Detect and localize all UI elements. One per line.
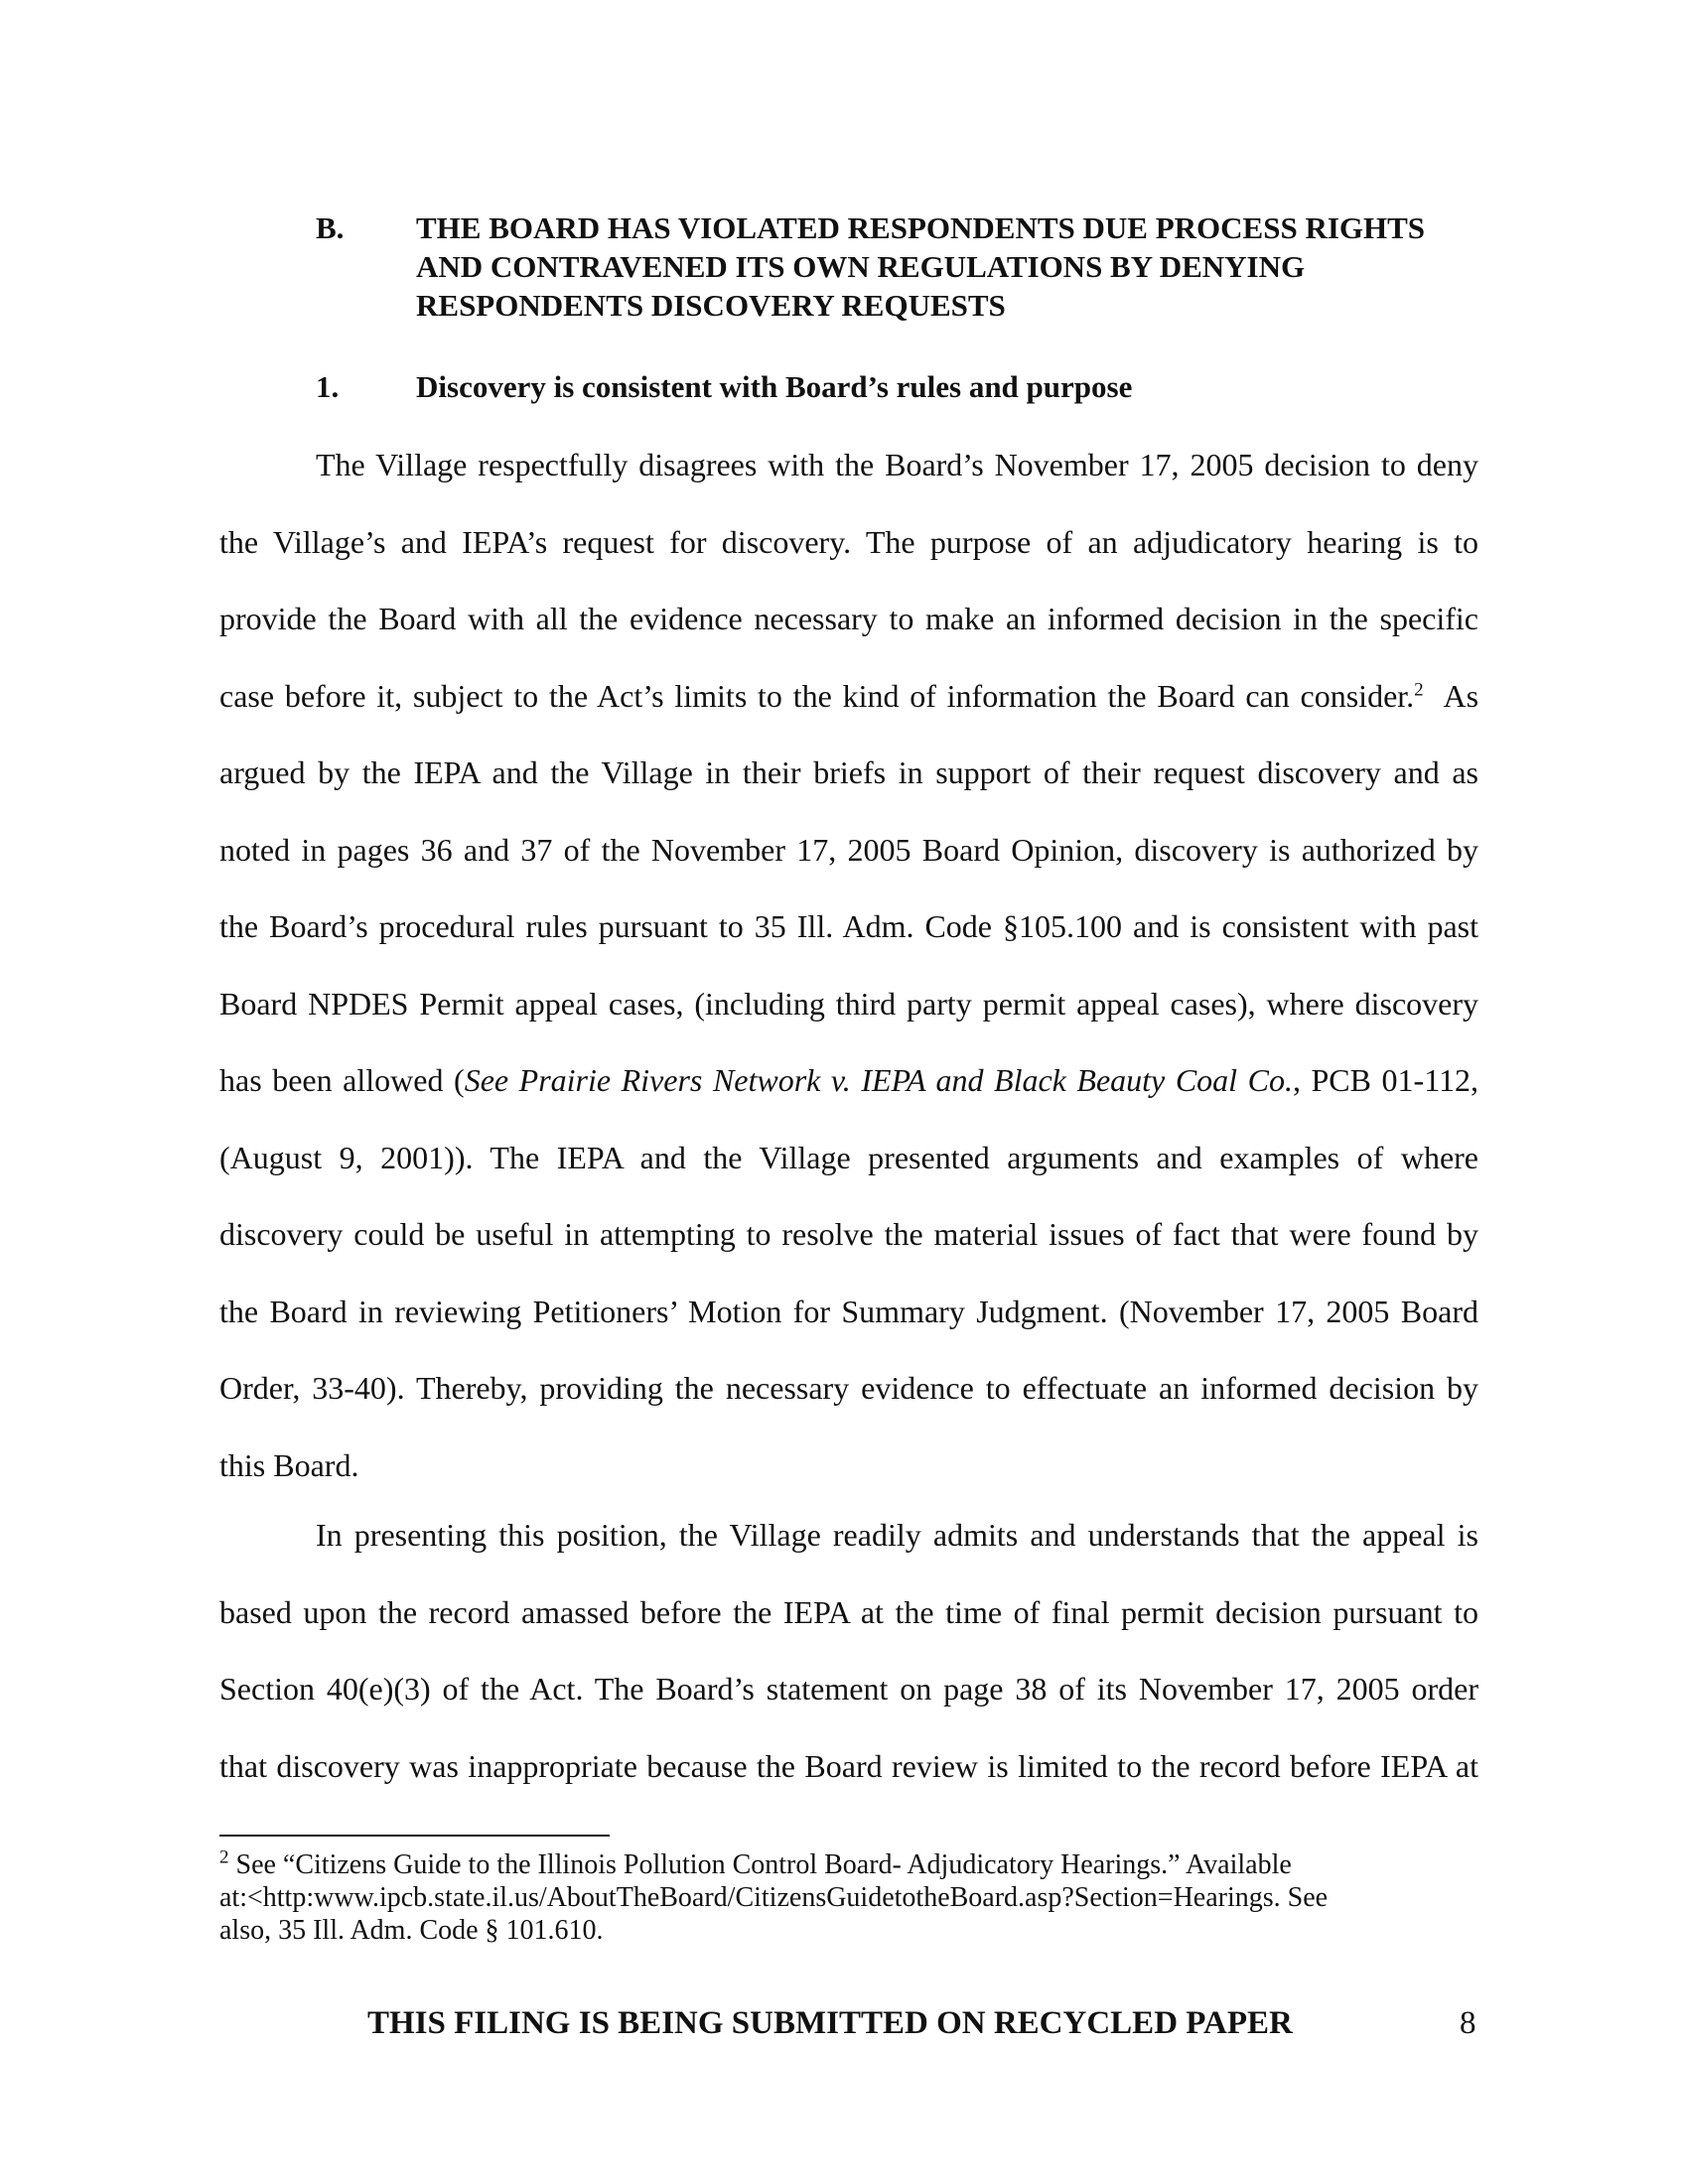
subsection-heading-text: Discovery is consistent with Board’s rules and purpose xyxy=(416,369,1133,404)
paragraph-line: the Village’s and IEPA’s request for discovery. The purpose of an adjudicatory hearing is to xyxy=(219,523,1478,560)
footnote-line xyxy=(219,1848,1478,1881)
paragraph-line: Board NPDES Permit appeal cases, (including third party permit appeal cases), where discovery xyxy=(219,985,1478,1022)
subsection-heading-marker: 1. xyxy=(316,369,340,404)
recycled-paper-notice: THIS FILING IS BEING SUBMITTED ON RECYCLED PAPER xyxy=(367,2005,1293,2041)
paragraph-line: the Board in reviewing Petitioners’ Motion for Summary Judgment. (November 17, 2005 Board xyxy=(219,1293,1478,1329)
footnote-divider xyxy=(219,1835,610,1837)
section-heading-text xyxy=(416,208,1508,325)
footnote-line: at:<http:www.ipcb.state.il.us/AboutTheBoard/CitizensGuidetotheBoard.asp?Section=Hearings. See xyxy=(219,1882,1329,1913)
paragraph-line: the Board’s procedural rules pursuant to 35 Ill. Adm. Code §105.100 and is consistent with past xyxy=(219,908,1478,944)
paragraph-line-tail: As xyxy=(1443,677,1479,714)
paragraph-line: Section 40(e)(3) of the Act. The Board’s statement on page 38 of its November 17, 2005 order xyxy=(219,1671,1478,1706)
footnote-text: See “Citizens Guide to the Illinois Pollution Control Board- Adjudicatory Hearings.” Available xyxy=(228,1849,1292,1880)
section-heading-marker: B. xyxy=(316,210,345,245)
paragraph-1 xyxy=(219,427,1478,1504)
paragraph-line: that discovery was inappropriate because the Board review is limited to the record before IEPA at xyxy=(219,1747,1478,1784)
paragraph-line: discovery could be useful in attempting to resolve the material issues of fact that were found by xyxy=(219,1216,1478,1252)
case-citation: See Prairie Rivers Network v. IEPA and Black Beauty Coal Co. xyxy=(464,1062,1293,1098)
paragraph-line-text: has been allowed ( xyxy=(219,1062,465,1098)
paragraph-line: argued by the IEPA and the Village in their briefs in support of their request discovery and as xyxy=(219,754,1478,790)
paragraph-2 xyxy=(219,1497,1478,1805)
footnote-number: 2 xyxy=(219,1846,229,1868)
section-heading-line: RESPONDENTS DISCOVERY REQUESTS xyxy=(416,288,1006,323)
paragraph-line: this Board. xyxy=(219,1446,359,1483)
page-number: 8 xyxy=(1460,2005,1476,2041)
paragraph-line-tail: , PCB 01-112, xyxy=(1292,1062,1479,1098)
paragraph-line: The Village respectfully disagrees with the Board’s November 17, 2005 decision to deny xyxy=(316,447,1478,482)
paragraph-line: noted in pages 36 and 37 of the November 17, 2005 Board Opinion, discovery is authorized by xyxy=(219,831,1478,868)
paragraph-line: provide the Board with all the evidence necessary to make an informed decision in the specific xyxy=(219,601,1478,636)
paragraph-line: Order, 33-40). Thereby, providing the necessary evidence to effectuate an informed decision by xyxy=(219,1370,1478,1406)
footnote-line: also, 35 Ill. Adm. Code § 101.610. xyxy=(219,1915,604,1946)
paragraph-line: (August 9, 2001)). The IEPA and the Village presented arguments and examples of where xyxy=(219,1139,1478,1175)
section-heading-line: AND CONTRAVENED ITS OWN REGULATIONS BY DENYING xyxy=(416,249,1306,284)
paragraph-line xyxy=(219,658,1478,736)
paragraph-line xyxy=(219,1042,1478,1120)
footnote xyxy=(219,1848,1478,1947)
paragraph-line-text: case before it, subject to the Act’s limits to the kind of information the Board can consider. xyxy=(219,677,1415,714)
footnote-reference: 2 xyxy=(1414,678,1424,700)
section-heading-line: THE BOARD HAS VIOLATED RESPONDENTS DUE PROCESS RIGHTS xyxy=(416,210,1426,245)
paragraph-line: based upon the record amassed before the IEPA at the time of final permit decision pursuant to xyxy=(219,1593,1478,1630)
paragraph-line: In presenting this position, the Village readily admits and understands that the appeal is xyxy=(316,1517,1478,1553)
